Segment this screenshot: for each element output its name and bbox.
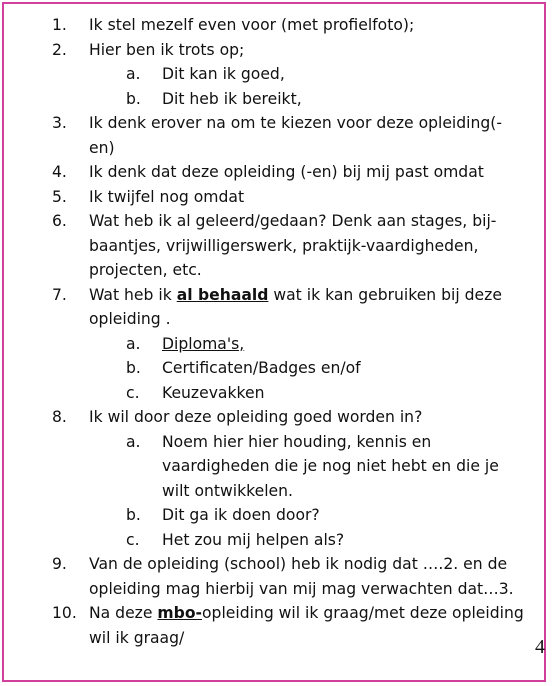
list-item — [0, 601, 540, 650]
item-text: Wat heb ik al geleerd/gedaan? Denk aan stages, bij-baantjes, vrijwilligerswerk, praktijk-vaardigheden, projecten, etc. — [89, 212, 497, 279]
list-item — [0, 38, 540, 63]
sub-item-letter: a. — [126, 65, 141, 83]
sub-item-text: Het zou mij helpen als? — [162, 530, 345, 549]
item-text: Ik twijfel nog omdat — [89, 187, 245, 206]
item-number: 2. — [52, 40, 67, 59]
list-item — [0, 209, 540, 283]
item-number: 7. — [52, 285, 67, 304]
sub-item-text-wrap — [162, 332, 512, 357]
list-item — [0, 160, 540, 185]
list-item — [0, 283, 540, 332]
list-item — [0, 13, 540, 38]
sub-item-letter: b. — [126, 359, 141, 377]
item-text-pre: Na deze — [89, 604, 158, 622]
sub-item-letter: a. — [126, 334, 141, 353]
sub-item-text: Dit kan ik goed, — [162, 65, 285, 83]
sub-item-text: Dit heb ik bereikt, — [162, 89, 302, 108]
item-text: Hier ben ik trots op; — [89, 40, 245, 59]
item-number: 9. — [52, 555, 67, 573]
sub-item — [0, 62, 540, 87]
item-number: 3. — [52, 114, 67, 132]
sub-item — [0, 356, 540, 381]
sub-item-letter: a. — [126, 432, 141, 451]
sub-item — [0, 87, 540, 112]
item-number: 6. — [52, 212, 67, 230]
list-item — [0, 111, 540, 160]
item-text-post: opleiding wil ik graag/met deze opleiding wil ik graag/ — [89, 604, 524, 647]
item-number: 10. — [52, 604, 77, 622]
sub-item — [0, 503, 540, 528]
item-number: 4. — [52, 163, 67, 181]
sub-item — [0, 332, 540, 357]
sub-item-letter: c. — [126, 383, 140, 402]
item-text: Ik stel mezelf even voor (met profielfoto); — [89, 16, 415, 34]
list-item — [0, 405, 540, 430]
item-text: Ik wil door deze opleiding goed worden in? — [89, 408, 423, 426]
sub-item-letter: b. — [126, 506, 141, 524]
item-text — [89, 283, 526, 332]
sub-item-text: Noem hier hier houding, kennis en vaardigheden die je nog niet hebt en die je wilt ontwikkelen. — [162, 432, 499, 500]
sub-item-text: Certificaten/Badges en/of — [162, 359, 361, 377]
question-list — [0, 13, 540, 650]
sub-item-text: Diploma's, — [162, 334, 245, 353]
sub-item-letter: b. — [126, 89, 141, 108]
page-number: 4 — [535, 636, 545, 658]
sub-item — [0, 381, 540, 406]
list-item — [0, 552, 540, 601]
sub-item-letter: c. — [126, 530, 140, 549]
item-number: 1. — [52, 16, 67, 34]
sub-item-text: Keuzevakken — [162, 383, 265, 402]
sub-item — [0, 528, 540, 553]
emphasis-text: al behaald — [176, 285, 269, 304]
item-text-pre: Wat heb ik — [89, 285, 177, 304]
item-text — [89, 601, 526, 650]
sub-item-text: Dit ga ik doen door? — [162, 506, 320, 524]
item-number: 5. — [52, 187, 67, 206]
sub-item — [0, 430, 540, 504]
list-item — [0, 185, 540, 210]
item-text: Ik denk dat deze opleiding (-en) bij mij past omdat — [89, 163, 484, 181]
item-text: Van de opleiding (school) heb ik nodig dat ….2. en de opleiding mag hierbij van mij mag verwachten dat…3. — [89, 555, 514, 598]
emphasis-text: mbo- — [157, 604, 203, 622]
item-text: Ik denk erover na om te kiezen voor deze opleiding(-en) — [89, 114, 502, 157]
item-number: 8. — [52, 408, 67, 426]
item-text-post: wat ik kan gebruiken bij deze opleiding . — [89, 285, 502, 328]
